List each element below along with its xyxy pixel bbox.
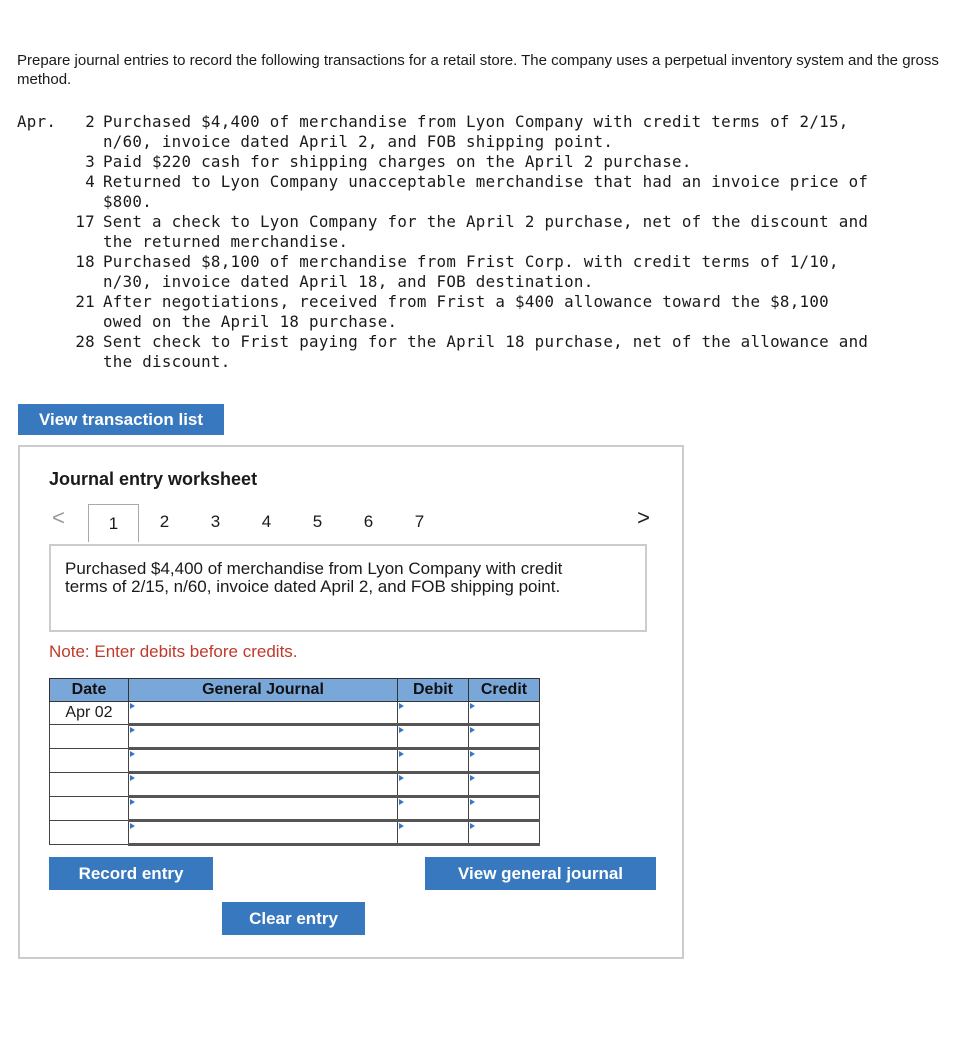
debit-input[interactable]	[398, 821, 469, 845]
debit-input[interactable]	[398, 773, 469, 797]
transaction-item: 28 Sent check to Frist paying for the April 18 purchase, net of the allowance and the discount.	[75, 332, 869, 371]
debit-input[interactable]	[398, 702, 469, 725]
journal-table	[49, 678, 540, 846]
account-input[interactable]	[129, 702, 398, 725]
transaction-list	[17, 112, 962, 372]
transaction-item: 2 Purchased $4,400 of merchandise from Lyon Company with credit terms of 2/15, n/60, invoice dated April 2, and FOB shipping point.	[85, 112, 849, 151]
column-header-debit: Debit	[398, 679, 469, 702]
table-row	[50, 749, 540, 773]
date-cell	[50, 821, 129, 845]
credit-input[interactable]	[469, 749, 540, 773]
transaction-item: 18 Purchased $8,100 of merchandise from Frist Corp. with credit terms of 1/10, n/30, invoice dated April 18, and FOB destination.	[75, 252, 839, 291]
view-transaction-list-button[interactable]: View transaction list	[18, 404, 224, 435]
table-row	[50, 797, 540, 821]
table-row	[50, 821, 540, 845]
date-cell	[50, 725, 129, 749]
record-entry-button[interactable]: Record entry	[49, 857, 213, 890]
column-header-general-journal: General Journal	[129, 679, 398, 702]
tab-6[interactable]: 6	[363, 512, 374, 531]
transaction-description: Purchased $4,400 of merchandise from Lyon Company with credit terms of 2/15, n/60, invoice dated April 2, and FOB shipping point.	[49, 544, 647, 632]
tab-5[interactable]: 5	[312, 512, 323, 531]
worksheet-title: Journal entry worksheet	[49, 469, 258, 489]
tab-1[interactable]: 1	[88, 504, 139, 542]
debit-input[interactable]	[398, 797, 469, 821]
debit-input[interactable]	[398, 749, 469, 773]
credit-input[interactable]	[469, 797, 540, 821]
account-input[interactable]	[129, 725, 398, 749]
transaction-item: 4 Returned to Lyon Company unacceptable merchandise that had an invoice price of $800.	[85, 172, 869, 211]
note-text: Note: Enter debits before credits.	[49, 642, 298, 661]
account-input[interactable]	[129, 797, 398, 821]
debit-input[interactable]	[398, 725, 469, 749]
table-row	[50, 773, 540, 797]
date-cell: Apr 02	[50, 702, 129, 725]
view-general-journal-button[interactable]: View general journal	[425, 857, 656, 890]
transaction-item: 3 Paid $220 cash for shipping charges on the April 2 purchase.	[85, 152, 692, 171]
tab-2[interactable]: 2	[159, 512, 170, 531]
worksheet-tabs	[88, 504, 445, 542]
credit-input[interactable]	[469, 702, 540, 725]
transaction-month: Apr.	[17, 112, 57, 131]
tab-4[interactable]: 4	[261, 512, 272, 531]
credit-input[interactable]	[469, 773, 540, 797]
journal-entry-worksheet	[18, 445, 684, 959]
date-cell	[50, 749, 129, 773]
credit-input[interactable]	[469, 725, 540, 749]
account-input[interactable]	[129, 821, 398, 845]
transaction-item: 17 Sent a check to Lyon Company for the April 2 purchase, net of the discount and the returned merchandise.	[75, 212, 869, 251]
transaction-item: 21 After negotiations, received from Frist a $400 allowance toward the $8,100 owed on the April 18 purchase.	[75, 292, 829, 331]
account-input[interactable]	[129, 749, 398, 773]
column-header-credit: Credit	[469, 679, 540, 702]
column-header-date: Date	[50, 679, 129, 702]
account-input[interactable]	[129, 773, 398, 797]
tab-7[interactable]: 7	[414, 512, 425, 531]
table-row	[50, 725, 540, 749]
clear-entry-button[interactable]: Clear entry	[222, 902, 365, 935]
tab-3[interactable]: 3	[210, 512, 221, 531]
table-row	[50, 702, 540, 725]
instructions: Prepare journal entries to record the following transactions for a retail store. The company uses a perpetual inventory system and the gross method.	[17, 52, 939, 88]
credit-input[interactable]	[469, 821, 540, 845]
chevron-left-icon[interactable]: <	[52, 505, 65, 530]
date-cell	[50, 797, 129, 821]
date-cell	[50, 773, 129, 797]
chevron-right-icon[interactable]: >	[637, 505, 650, 530]
